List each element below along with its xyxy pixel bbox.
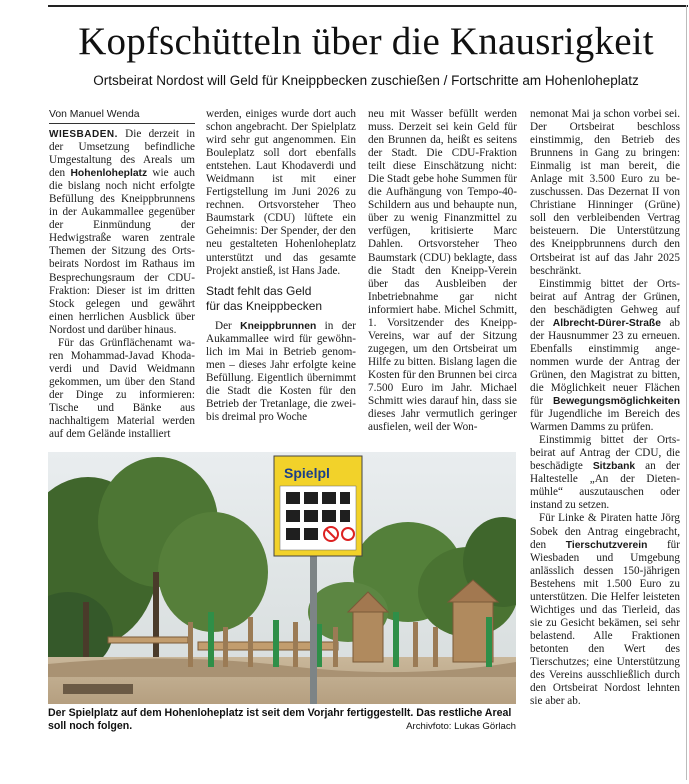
- text-run: in der Aukammallee wird für gewöhnlich im Mai in Betrieb genommen – dieses Jahr erfolgte keine Befüllung. Eigentlich übernimmt die Stadt die Kosten für den Betrieb der Tretanlage, die zwei- bis dreimal pro Woche: [206, 319, 356, 423]
- text-run: ab der Hausnummer 23 zu erneuen. Ebenfalls einstimmig angenommen wurde der Antrag der Grünen, den Magistrat zu bitten, die Möglichkeit neuer Flächen für: [530, 316, 680, 408]
- dateline-city: WIESBADEN.: [49, 129, 118, 140]
- playground-photo-illustration: [48, 452, 516, 704]
- paragraph: [530, 512, 680, 708]
- text-run: Einstimmig bittet der Ortsbeirat auf Antrag der CDU, die beschädigte: [530, 434, 680, 473]
- keyword-bold: Bewegungsmöglichkeiten: [552, 396, 680, 408]
- text-run: Der: [215, 319, 241, 332]
- intermediate-heading-line-2: für das Kneippbecken: [206, 298, 323, 313]
- text-run: für Jugendliche im Bereich des Warmen Damms zu prüfen.: [530, 408, 680, 434]
- sign-pole: [310, 552, 317, 704]
- playground-sign: [274, 456, 362, 556]
- paragraph: Für das Grünflächenamt waren Mohammad-Javad Khodaverdi und David Weidmann gekommen, um über den Stand der Dinge zu informieren: Tische und Bänke aus nachhaltigem Material werden auf dem Gelände installiert: [49, 336, 195, 441]
- paragraph: [530, 434, 680, 512]
- caption-text: Der Spielplatz auf dem Hohenloheplatz ist seit dem Vorjahr fertiggestellt. Das restliche Areal soll noch folgen.: [48, 707, 512, 732]
- subheadline: Ortsbeirat Nordost will Geld für Kneippbecken zuschießen / Fortschritte am Hohenloheplatz: [93, 73, 639, 88]
- keyword-bold: Sitzbank: [592, 461, 636, 473]
- text-run: für Wiesbaden und Umgebung anlässlich dessen 150-jährigen Bestehens mit 1.500 Euro zu unterstützen. Die Helfer leisteten Wichtiges und das Tierleid, das sie zu Gesicht bekämen, sei sehr belastend. Alle Fraktionen betonten den Wert des Tierschutzes; eine Unterstützung des Vereins ausschließlich durch den Ortsbeirat Nordost lehnten sie aber ab.: [530, 538, 681, 708]
- text-run: wie auch die bislang noch nicht erfolgte Befüllung des Kneippbrunnens in der Aukammallee gegenüber der Einmündung der Hedwigstraße waren zentrale Themen der Sitzung des Ortsbeirats Nordost im Rathaus im Besprechungsraum der CDU-Fraktion: Dieser ist im dritten Stock gelegen und gewährt einen herrlichen Ausblick über Nordost und darüber hinaus.: [49, 167, 196, 336]
- paragraph: werden, einiges wurde dort auch schon angebracht. Der Spielplatz wird sehr gut angenommen. Ein Bouleplatz soll dort ebenfalls entstehen. Laut Khodaverdi und Weidmann ist mit einer Fertigstellung im Juni 2026 zu rechnen. Ortsvorsteher Theo Baumstark (CDU) lüftete ein Geheimnis: Der Spender, der den neu gestalteten Hohenloheplatz unterstützt und das gesamte Projekt anstieß, ist Hans Jade.: [206, 108, 356, 277]
- article-column-2: [206, 108, 356, 424]
- article-column-4: [530, 108, 680, 708]
- article-column-1: [49, 108, 195, 441]
- article-photo: [48, 452, 516, 704]
- intermediate-heading-line-1: Stadt fehlt das Geld: [206, 283, 312, 298]
- text-run: Die derzeit in der Umsetzung befindliche Umgestaltung des Areals um den: [49, 128, 195, 180]
- paragraph: [530, 278, 680, 435]
- intermediate-heading: [206, 284, 356, 314]
- text-run: Einstimmig bittet der Ortsbeirat auf Antrag der Grünen, den beschädigten Gehweg auf der: [530, 277, 680, 329]
- headline: Kopfschütteln über die Knausrigkeit: [78, 20, 654, 63]
- keyword-bold: Tierschutzverein: [565, 539, 648, 551]
- author-byline: Von Manuel Wenda: [49, 108, 195, 124]
- article-column-3: [368, 108, 517, 434]
- top-rule: [48, 5, 688, 7]
- paragraph: neu mit Wasser befüllt werden muss. Derzeit sei kein Geld für den Brunnen da, heißt es seitens der Stadt. Die CDU-Fraktion teilt diese Einschätzung nicht: Die Stadt gebe hohe Summen für die Aufhängung von Tempo-40-Schildern aus und behaupte nun, über zu wenig Finanzmittel zu verfügen, kritisierte Marc Dahlen. Ortsvorsteher Theo Baumstark (CDU) beklagte, dass die Stadt den Kneipp-Verein über das Ausbleiben der Inbetriebnahme gar nicht informiert habe. Michel Schmitt, 1. Vorsitzender des Kneipp-Vereins, war auf der Sitzung zugegen, um den Ortsbeirat um Hilfe zu bitten. Bislang lagen die Kosten für den Brunnen bei circa 7.500 Euro im Jahr. Michael Schmitt wies darauf hin, dass sie dieses Jahr vermutlich geringer ausfielen, weil der Won-: [368, 108, 517, 434]
- text-run: an der Haltestelle „An der Dietenmühle“ auszutauschen oder instand zu setzen.: [530, 460, 680, 512]
- paragraph: [49, 128, 195, 337]
- photo-caption: [48, 707, 516, 733]
- photo-credit: Archivfoto: Lukas Görlach: [406, 721, 516, 732]
- text-run: Für Linke & Piraten hatte Jörg Sobek den Antrag eingebracht, den: [530, 512, 680, 551]
- keyword-bold: Kneippbrunnen: [240, 320, 317, 332]
- bench: [63, 684, 133, 694]
- paragraph: [206, 320, 356, 424]
- keyword-bold: Hohenloheplatz: [70, 168, 148, 180]
- sign-text: Spielpl: [284, 465, 330, 481]
- paragraph: nemonat Mai ja schon vorbei sei. Der Ortsbeirat beschloss einstimmig, den Betrieb des Brunnens in Gang zu bringen: Einmalig ist man bereit, die Anlage mit 3.500 Euro zu bezuschussen. Das Dezernat II von Christiane Hinninger (Grüne) soll den verbleibenden Vertrag beisteuern. Die Unterstützung des Kneippbrunnens durch den Ortsbeirat ist auf das Jahr 2025 beschränkt.: [530, 108, 680, 277]
- keyword-bold: Albrecht-Dürer-Straße: [552, 317, 661, 329]
- column-edge-rule: [686, 5, 687, 780]
